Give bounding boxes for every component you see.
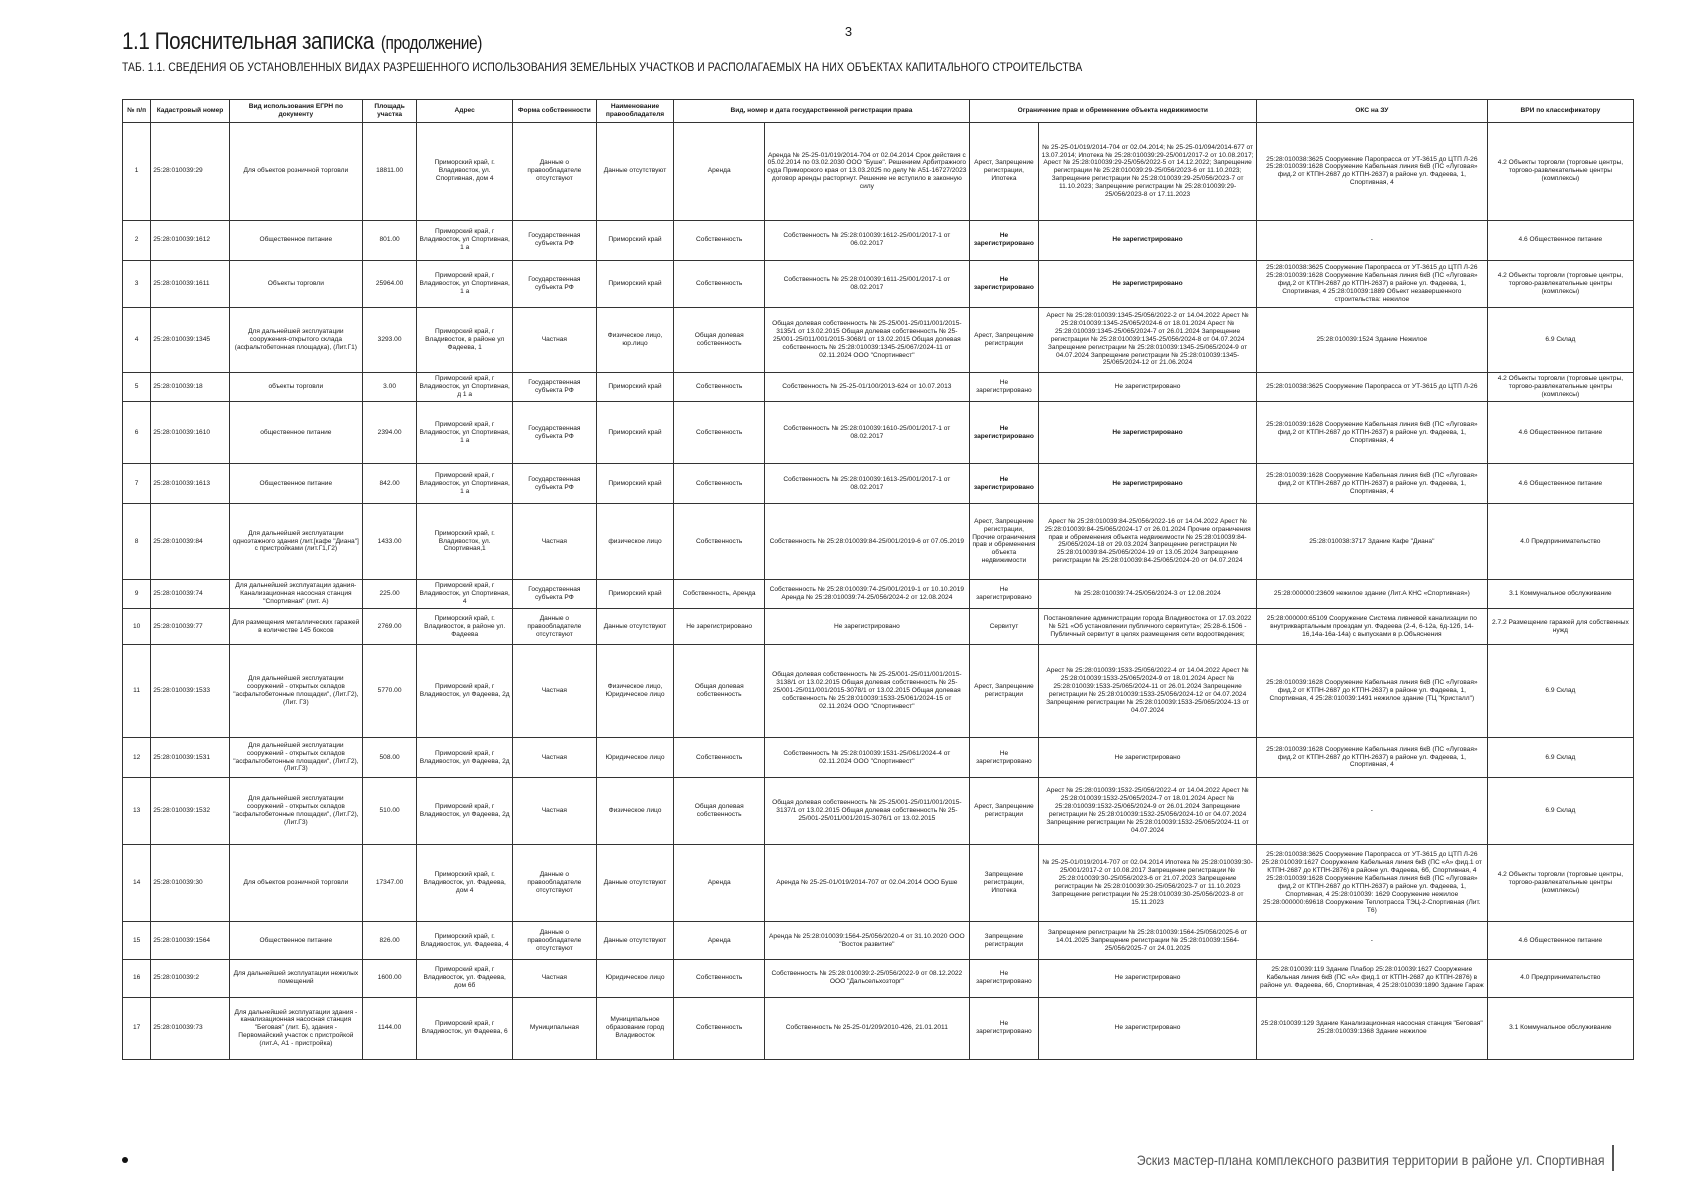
cell-cad: 25:28:010039:1532 — [151, 777, 230, 844]
cell-use: Для дальнейшей эксплуатации здания-Канализационная насосная станция "Спортивная" (лит. А) — [229, 579, 362, 609]
cell-right-type: Собственность — [674, 504, 765, 579]
cell-cad: 25:28:010039:30 — [151, 844, 230, 922]
cell-restr: Не зарегистрировано — [1039, 959, 1257, 997]
cell-vri: 4.6 Общественное питание — [1487, 402, 1633, 464]
title-text: 1.1 Пояснительная записка — [122, 28, 374, 55]
cell-addr: Приморский край, г. Владивосток, ул. Спортивная,1 — [417, 504, 513, 579]
table-row — [123, 997, 1634, 1059]
header-cell: Кадастровый номер — [151, 100, 230, 123]
cell-restr-type: Не зарегистрировано — [969, 372, 1039, 402]
cell-right-type: Собственность, Аренда — [674, 579, 765, 609]
cell-n: 5 — [123, 372, 151, 402]
cell-oks: 25:28:010039:1628 Сооружение Кабельная линия 6кВ (ПС «Луговая» фид.2 от КТПН-2687 до КТПН-2637) в районе ул. Фадеева, 1, Спортивная, 4 — [1256, 464, 1487, 504]
cell-restr-type: Арест, Запрещение регистрации — [969, 644, 1039, 737]
cell-area: 801.00 — [362, 220, 416, 260]
cell-n: 9 — [123, 579, 151, 609]
cell-n: 12 — [123, 738, 151, 778]
header-cell: ОКС на ЗУ — [1256, 100, 1487, 123]
page-title — [122, 28, 482, 56]
cell-form: Государственная субъекта РФ — [513, 464, 597, 504]
footer-caption: Эскиз мастер-плана комплексного развития территории в районе ул. Спортивная — [1137, 1152, 1605, 1168]
cell-restr: Не зарегистрировано — [1039, 402, 1257, 464]
cell-reg: Собственность № 25:28:010039:1531-25/061/2024-4 от 02.11.2024 ООО "Спортинвест" — [765, 738, 970, 778]
cell-cad: 25:28:010039:77 — [151, 609, 230, 645]
cell-restr: Не зарегистрировано — [1039, 738, 1257, 778]
cell-vri: 6.9 Склад — [1487, 777, 1633, 844]
cell-cad: 25:28:010039:1531 — [151, 738, 230, 778]
cell-addr: Приморский край, г Владивосток, ул Спортивная, 4 — [417, 579, 513, 609]
table-row — [123, 372, 1634, 402]
cell-area: 3293.00 — [362, 307, 416, 372]
cell-use: Для дальнейшей эксплуатации сооружений - открытых складов "асфальтобетонные площадки", (Лит.Г2), (Лит. Г3) — [229, 644, 362, 737]
cell-oks: 25:28:000000:65109 Сооружение Система ливневой канализации по внутриквартальным проездам ул. Фадеева (2-4, 6-12а, 6д-12б, 14-16,14а-16а-14а) с выпусками в р.Объяснения — [1256, 609, 1487, 645]
cell-n: 16 — [123, 959, 151, 997]
cell-restr: Арест № 25:28:010039:1532-25/056/2022-4 от 14.04.2022 Арест № 25:28:010039:1532-25/065/2024-7 от 18.01.2024 Арест № 25:28:010039:1532-25/065/2024-9 от 26.01.2024 Запрещение регистрации № 25:28:010039:1532-25/056/2024-10 от 04.07.2024 Запрещение регистрации № 25:28:010039:1532-25/065/2024-11 от 04.07.2024 — [1039, 777, 1257, 844]
table-row — [123, 922, 1634, 960]
cell-area: 1433.00 — [362, 504, 416, 579]
header-cell: Адрес — [417, 100, 513, 123]
table-row — [123, 738, 1634, 778]
header-cell: № п/п — [123, 100, 151, 123]
cell-n: 14 — [123, 844, 151, 922]
table-row — [123, 307, 1634, 372]
cell-vri: 4.2 Объекты торговли (торговые центры, торгово-развлекательные центры (комплексы) — [1487, 260, 1633, 307]
cell-restr-type: Не зарегистрировано — [969, 220, 1039, 260]
cell-area: 5770.00 — [362, 644, 416, 737]
cell-form: Государственная субъекта РФ — [513, 220, 597, 260]
cell-right-type: Собственность — [674, 464, 765, 504]
cell-owner: физическое лицо — [596, 504, 674, 579]
cell-vri: 4.0 Предпринимательство — [1487, 959, 1633, 997]
cell-area: 510.00 — [362, 777, 416, 844]
cell-restr: Не зарегистрировано — [1039, 220, 1257, 260]
cell-vri: 2.7.2 Размещение гаражей для собственных нужд — [1487, 609, 1633, 645]
cell-vri: 4.0 Предпринимательство — [1487, 504, 1633, 579]
cell-reg: Аренда № 25-25-01/019/2014-707 от 02.04.2014 ООО Буше — [765, 844, 970, 922]
cell-cad: 25:28:010039:1613 — [151, 464, 230, 504]
footer-bullet — [122, 1157, 128, 1163]
land-plots-table — [122, 99, 1634, 1060]
cell-addr: Приморский край, г Владивосток, в районе ул Фадеева, 1 — [417, 307, 513, 372]
cell-n: 6 — [123, 402, 151, 464]
cell-n: 8 — [123, 504, 151, 579]
cell-addr: Приморский край, г Владивосток, ул Спортивная, 1 а — [417, 464, 513, 504]
table-header-row — [123, 100, 1634, 123]
cell-oks: - — [1256, 922, 1487, 960]
cell-restr: Не зарегистрировано — [1039, 260, 1257, 307]
cell-restr: Арест № 25:28:010039:84-25/056/2022-16 от 14.04.2022 Арест № 25:28:010039:84-25/065/2024-17 от 26.01.2024 Прочие ограничения прав и обременения объекта недвижимости № 25:28:010039:84-25/065/2024-18 от 29.03.2024 Запрещение регистрации № 25:28:010039:84-25/065/2024-19 от 13.05.2024 Запрещение регистрации № 25:28:010039:84-25/065/2024-20 от 04.07.2024 — [1039, 504, 1257, 579]
cell-area: 842.00 — [362, 464, 416, 504]
cell-addr: Приморский край, г Владивосток, ул Фадеева, 6 — [417, 997, 513, 1059]
cell-reg: Общая долевая собственность № 25-25/001-25/011/001/2015-3138/1 от 13.02.2015 Общая долевая собственность № 25-25/001-25/011/001/2015-3078/1 от 13.02.2015 Общая долевая собственность № 25:28:010039:1533-25/061/2024-15 от 02.11.2024 ООО "Спортинвест" — [765, 644, 970, 737]
table-row — [123, 260, 1634, 307]
table-row — [123, 644, 1634, 737]
cell-owner: Данные отсутствуют — [596, 123, 674, 221]
cell-right-type: Собственность — [674, 997, 765, 1059]
cell-vri: 4.2 Объекты торговли (торговые центры, торгово-развлекательные центры (комплексы) — [1487, 123, 1633, 221]
table-row — [123, 959, 1634, 997]
cell-oks: 25:28:010038:3625 Сооружение Паропрасса от УТ-3615 до ЦТП Л-26 — [1256, 372, 1487, 402]
cell-use: объекты торговли — [229, 372, 362, 402]
cell-addr: Приморский край, г Владивосток, ул Фадеева, 2д — [417, 777, 513, 844]
cell-form: Государственная субъекта РФ — [513, 579, 597, 609]
cell-reg: Аренда № 25-25-01/019/2014-704 от 02.04.2014 Срок действия с 05.02.2014 по 03.02.2030 ООО "Буше". Решением Арбитражного суда Приморского края от 13.03.2025 по делу № А51-16727/2023 договор аренды расторгнут. Решение не вступило в законную силу — [765, 123, 970, 221]
header-cell: Вид использования ЕГРН по документу — [229, 100, 362, 123]
cell-area: 3.00 — [362, 372, 416, 402]
cell-n: 15 — [123, 922, 151, 960]
cell-area: 826.00 — [362, 922, 416, 960]
cell-oks: 25:28:010039:1628 Сооружение Кабельная линия 6кВ (ПС «Луговая» фид.2 от КТПН-2687 до КТПН-2637) в районе ул. Фадеева, 1, Спортивная, 4 — [1256, 402, 1487, 464]
cell-restr-type: Арест, Запрещение регистрации — [969, 307, 1039, 372]
cell-area: 2394.00 — [362, 402, 416, 464]
cell-restr-type: Арест, Запрещение регистрации, Прочие ограничения прав и обременения объекта недвижимости — [969, 504, 1039, 579]
cell-area: 17347.00 — [362, 844, 416, 922]
cell-right-type: Аренда — [674, 844, 765, 922]
cell-addr: Приморский край, г Владивосток, ул Фадеева, 2д — [417, 738, 513, 778]
cell-n: 1 — [123, 123, 151, 221]
cell-restr-type: Не зарегистрировано — [969, 959, 1039, 997]
cell-owner: Данные отсутствуют — [596, 922, 674, 960]
header-cell: Ограничение прав и обременение объекта недвижимости — [969, 100, 1256, 123]
header-cell: Площадь участка — [362, 100, 416, 123]
header-cell: Форма собственности — [513, 100, 597, 123]
cell-area: 225.00 — [362, 579, 416, 609]
cell-right-type: Аренда — [674, 922, 765, 960]
cell-right-type: Общая долевая собственность — [674, 307, 765, 372]
cell-right-type: Аренда — [674, 123, 765, 221]
cell-owner: Муниципальное образование город Владивосток — [596, 997, 674, 1059]
table-row — [123, 504, 1634, 579]
cell-cad: 25:28:010039:73 — [151, 997, 230, 1059]
cell-use: Для размещения металлических гаражей в количестве 145 боксов — [229, 609, 362, 645]
cell-restr: № 25:28:010039:74-25/056/2024-3 от 12.08.2024 — [1039, 579, 1257, 609]
cell-reg: Собственность № 25:28:010039:84-25/001/2019-6 от 07.05.2019 — [765, 504, 970, 579]
cell-oks: 25:28:010039:1628 Сооружение Кабельная линия 6кВ (ПС «Луговая» фид.2 от КТПН-2687 до КТПН-2637) в районе ул. Фадеева, 1, Спортивная, 4 — [1256, 738, 1487, 778]
table-row — [123, 777, 1634, 844]
cell-use: Для объектов розничной торговли — [229, 123, 362, 221]
cell-n: 11 — [123, 644, 151, 737]
cell-right-type: Собственность — [674, 959, 765, 997]
cell-area: 508.00 — [362, 738, 416, 778]
cell-form: Частная — [513, 738, 597, 778]
cell-restr: Арест № 25:28:010039:1345-25/056/2022-2 от 14.04.2022 Арест № 25:28:010039:1345-25/065/2024-6 от 18.01.2024 Арест № 25:28:010039:1345-25/065/2024-7 от 26.01.2024 Запрещение регистрации № 25:28:010039:1345-25/056/2024-8 от 04.07.2024 Запрещение регистрации № 25:28:010039:1345-25/065/2024-9 от 04.07.2024 Запрещение регистрации № 25:28:010039:1345-25/065/2024-12 от 21.06.2024 — [1039, 307, 1257, 372]
cell-right-type: Собственность — [674, 220, 765, 260]
table-row — [123, 123, 1634, 221]
cell-right-type: Не зарегистрировано — [674, 609, 765, 645]
header-cell: Вид, номер и дата государственной регистрации права — [674, 100, 969, 123]
cell-reg: Не зарегистрировано — [765, 609, 970, 645]
cell-restr: Не зарегистрировано — [1039, 997, 1257, 1059]
cell-owner: Юридическое лицо — [596, 959, 674, 997]
cell-form: Частная — [513, 644, 597, 737]
cell-right-type: Собственность — [674, 260, 765, 307]
cell-vri: 6.9 Склад — [1487, 307, 1633, 372]
cell-form: Муниципальная — [513, 997, 597, 1059]
cell-form: Данные о правообладателе отсутствуют — [513, 609, 597, 645]
cell-oks: 25:28:010039:119 Здание Плабор 25:28:010039:1627 Сооружение Кабельная линия 6кВ (ПС «А» фид.1 от КТПН-2687 до КТПН-2876) в районе ул. Фадеева, 6б, Спортивная, 4 25:28:010039:1890 Здание Гараж — [1256, 959, 1487, 997]
table-row — [123, 844, 1634, 922]
cell-vri: 3.1 Коммунальное обслуживание — [1487, 997, 1633, 1059]
cell-use: Для дальнейшей эксплуатации сооружений - открытых складов "асфальтобетонные площадки", (Лит.Г2), (Лит.Г3) — [229, 738, 362, 778]
cell-right-type: Общая долевая собственность — [674, 644, 765, 737]
cell-addr: Приморский край, г. Владивосток, ул. Фадеева, дом 4 — [417, 844, 513, 922]
cell-oks: 25:28:010038:3717 Здание Кафе "Диана" — [1256, 504, 1487, 579]
cell-form: Частная — [513, 959, 597, 997]
cell-use: Общественное питание — [229, 220, 362, 260]
cell-restr: Не зарегистрировано — [1039, 464, 1257, 504]
cell-cad: 25:28:010039:29 — [151, 123, 230, 221]
cell-area: 2769.00 — [362, 609, 416, 645]
page-number: 3 — [844, 24, 853, 39]
cell-vri: 6.9 Склад — [1487, 644, 1633, 737]
cell-form: Государственная субъекта РФ — [513, 260, 597, 307]
cell-restr-type: Не зарегистрировано — [969, 738, 1039, 778]
cell-vri: 3.1 Коммунальное обслуживание — [1487, 579, 1633, 609]
cell-vri: 4.2 Объекты торговли (торговые центры, торгово-развлекательные центры (комплексы) — [1487, 844, 1633, 922]
cell-use: Общественное питание — [229, 464, 362, 504]
cell-form: Данные о правообладателе отсутствуют — [513, 123, 597, 221]
cell-use: Для дальнейшей эксплуатации одноэтажного здания (лит.[кафе "Диана"] с пристройками (лит.Г1,Г2) — [229, 504, 362, 579]
cell-owner: Приморский край — [596, 372, 674, 402]
cell-owner: Приморский край — [596, 220, 674, 260]
cell-oks: 25:28:010038:3625 Сооружение Паропрасса от УТ-3615 до ЦТП Л-26 25:28:010039:1627 Сооружение Кабельная линия 6кВ (ПС «А» фид.1 от КТПН-2687 до КТПН-2876) в районе ул. Фадеева, 6б, Спортивная, 4 25:28:010039:1628 Сооружение Кабельная линия 6кВ (ПС «Луговая» фид.2 от КТПН-2687 до КТПН-2637) в районе ул. Фадеева, 1, Спортивная, 4 25:28:010039: 1629 Сооружение нежилое 25:28:000000:69618 Сооружение Теплотрасса ТЭЦ-2-Спортивная (Лит. Т6) — [1256, 844, 1487, 922]
title-suffix: (продолжение) — [380, 33, 482, 53]
cell-cad: 25:28:010039:18 — [151, 372, 230, 402]
cell-owner: Приморский край — [596, 464, 674, 504]
cell-owner: Приморский край — [596, 260, 674, 307]
cell-form: Данные о правообладателе отсутствуют — [513, 844, 597, 922]
cell-addr: Приморский край, г. Владивосток, ул. Фадеева, 4 — [417, 922, 513, 960]
cell-cad: 25:28:010039:1610 — [151, 402, 230, 464]
cell-reg: Собственность № 25:28:010039:1611-25/001/2017-1 от 08.02.2017 — [765, 260, 970, 307]
table-row — [123, 402, 1634, 464]
cell-restr-type: Не зарегистрировано — [969, 260, 1039, 307]
cell-reg: Общая долевая собственность № 25-25/001-25/011/001/2015-3135/1 от 13.02.2015 Общая долевая собственность № 25-25/001-25/011/001/2015-3068/1 от 13.02.2015 Общая долевая собственность № 25:28:010039:1345-25/067/2024-11 от 02.11.2024 ООО "Спортинвест" — [765, 307, 970, 372]
cell-restr-type: Арест, Запрещение регистрации, Ипотека — [969, 123, 1039, 221]
cell-use: Для дальнейшей эксплуатации здания - канализационная насосная станция "Беговая" (лит. Б), здания - Первомайский участок с пристройкой (лит.А, А1 - пристройка) — [229, 997, 362, 1059]
cell-area: 25964.00 — [362, 260, 416, 307]
cell-reg: Собственность № 25:28:010039:1613-25/001/2017-1 от 08.02.2017 — [765, 464, 970, 504]
cell-addr: Приморский край, г. Владивосток, ул. Спортивная, дом 4 — [417, 123, 513, 221]
cell-restr-type: Запрещение регистрации — [969, 922, 1039, 960]
cell-n: 17 — [123, 997, 151, 1059]
cell-restr-type: Не зарегистрировано — [969, 579, 1039, 609]
cell-right-type: Собственность — [674, 372, 765, 402]
cell-restr: Арест № 25:28:010039:1533-25/056/2022-4 от 14.04.2022 Арест № 25:28:010039:1533-25/065/2024-9 от 18.01.2024 Арест № 25:28:010039:1533-25/065/2024-11 от 26.01.2024 Запрещение регистрации № 25:28:010039:1533-25/056/2024-12 от 04.07.2024 Запрещение регистрации № 25:28:010039:1533-25/065/2024-13 от 04.07.2024 — [1039, 644, 1257, 737]
cell-reg: Аренда № 25:28:010039:1564-25/056/2020-4 от 31.10.2020 ООО "Восток развитие" — [765, 922, 970, 960]
cell-owner: Физическое лицо, Юридическое лицо — [596, 644, 674, 737]
cell-reg: Общая долевая собственность № 25-25/001-25/011/001/2015-3137/1 от 13.02.2015 Общая долевая собственность № 25-25/001-25/011/001/2015-3076/1 от 13.02.2015 — [765, 777, 970, 844]
cell-oks: 25:28:010039:1524 Здание Нежилое — [1256, 307, 1487, 372]
cell-form: Частная — [513, 504, 597, 579]
cell-restr-type: Не зарегистрировано — [969, 997, 1039, 1059]
cell-cad: 25:28:010039:1612 — [151, 220, 230, 260]
cell-reg: Собственность № 25-25-01/100/2013-624 от 10.07.2013 — [765, 372, 970, 402]
cell-n: 2 — [123, 220, 151, 260]
cell-n: 13 — [123, 777, 151, 844]
cell-restr: № 25-25-01/019/2014-704 от 02.04.2014; № 25-25-01/094/2014-677 от 13.07.2014; Ипотека № 25:28:010039:29-25/001/2017-2 от 10.08.2017; Арест № 25:28:010039:29-25/056/2022-5 от 14.12.2022; Запрещение регистрации № 25:28:010039:29-25/056/2023-6 от 11.10.2023; Запрещение регистрации № 25:28:010039:29-25/056/2023-7 от 11.10.2023; Запрещение регистрации № 25:28:010039:29-25/056/2023-8 от 17.11.2023 — [1039, 123, 1257, 221]
cell-right-type: Общая долевая собственность — [674, 777, 765, 844]
cell-owner: Приморский край — [596, 402, 674, 464]
cell-vri: 4.6 Общественное питание — [1487, 922, 1633, 960]
footer-divider — [1612, 1145, 1614, 1171]
cell-n: 7 — [123, 464, 151, 504]
cell-cad: 25:28:010039:1564 — [151, 922, 230, 960]
cell-right-type: Собственность — [674, 738, 765, 778]
cell-cad: 25:28:010039:1345 — [151, 307, 230, 372]
cell-restr-type: Сервитут — [969, 609, 1039, 645]
table-row — [123, 220, 1634, 260]
cell-owner: Данные отсутствуют — [596, 844, 674, 922]
cell-n: 3 — [123, 260, 151, 307]
cell-restr-type: Не зарегистрировано — [969, 464, 1039, 504]
cell-use: Для объектов розничной торговли — [229, 844, 362, 922]
cell-use: Для дальнейшей эксплуатации сооружения-открытого склада (асфальтобетонная площадка), (Лит.Г1) — [229, 307, 362, 372]
table-row — [123, 579, 1634, 609]
cell-addr: Приморский край, г Владивосток, ул. Фадеева, дом 6б — [417, 959, 513, 997]
cell-oks: 25:28:010039:1628 Сооружение Кабельная линия 6кВ (ПС «Луговая» фид.2 от КТПН-2687 до КТПН-2637) в районе ул. Фадеева, 1, Спортивная, 4 25:28:010039:1491 нежилое здание (ТЦ "Кристалл") — [1256, 644, 1487, 737]
cell-vri: 4.2 Объекты торговли (торговые центры, торгово-развлекательные центры (комплексы) — [1487, 372, 1633, 402]
cell-addr: Приморский край, г Владивосток, ул Спортивная, д 1 а — [417, 372, 513, 402]
cell-vri: 4.6 Общественное питание — [1487, 464, 1633, 504]
cell-form: Частная — [513, 777, 597, 844]
cell-restr: Постановление администрации города Владивостока от 17.03.2022 № 521 «Об установлении публичного сервитута»; 25:28-6.1506 - Публичный сервитут в целях размещения сети водоотведения; — [1039, 609, 1257, 645]
cell-reg: Собственность № 25:28:010039:1610-25/001/2017-1 от 08.02.2017 — [765, 402, 970, 464]
cell-form: Государственная субъекта РФ — [513, 402, 597, 464]
cell-use: Объекты торговли — [229, 260, 362, 307]
cell-area: 1144.00 — [362, 997, 416, 1059]
cell-reg: Собственность № 25:28:010039:2-25/056/2022-9 от 08.12.2022 ООО "Дальсельхозторг" — [765, 959, 970, 997]
cell-area: 18811.00 — [362, 123, 416, 221]
table-row — [123, 464, 1634, 504]
cell-owner: Физическое лицо — [596, 777, 674, 844]
cell-cad: 25:28:010039:84 — [151, 504, 230, 579]
cell-owner: Физическое лицо, юр.лицо — [596, 307, 674, 372]
cell-reg: Собственность № 25:28:010039:74-25/001/2019-1 от 10.10.2019 Аренда № 25:28:010039:74-25/056/2024-2 от 12.08.2024 — [765, 579, 970, 609]
cell-vri: 4.6 Общественное питание — [1487, 220, 1633, 260]
cell-use: общественное питание — [229, 402, 362, 464]
cell-use: Для дальнейшей эксплуатации нежилых помещений — [229, 959, 362, 997]
cell-oks: 25:28:000000:23609 нежилое здание (Лит.А КНС «Спортивная») — [1256, 579, 1487, 609]
cell-restr: Запрещение регистрации № 25:28:010039:1564-25/056/2025-6 от 14.01.2025 Запрещение регистрации № 25:28:010039:1564-25/056/2025-7 от 24.01.2025 — [1039, 922, 1257, 960]
cell-addr: Приморский край, г Владивосток, ул Спортивная, 1 а — [417, 260, 513, 307]
cell-oks: 25:28:010038:3625 Сооружение Паропрасса от УТ-3615 до ЦТП Л-26 25:28:010039:1628 Сооружение Кабельная линия 6кВ (ПС «Луговая» фид.2 от КТПН-2687 до КТПН-2637) в районе ул. Фадеева, 1, Спортивная, 4 — [1256, 123, 1487, 221]
cell-area: 1600.00 — [362, 959, 416, 997]
cell-reg: Собственность № 25-25-01/209/2010-426, 21.01.2011 — [765, 997, 970, 1059]
cell-n: 4 — [123, 307, 151, 372]
cell-restr-type: Не зарегистрировано — [969, 402, 1039, 464]
cell-form: Частная — [513, 307, 597, 372]
cell-vri: 6.9 Склад — [1487, 738, 1633, 778]
cell-addr: Приморский край, г Владивосток, ул Спортивная, 1 а — [417, 402, 513, 464]
cell-cad: 25:28:010039:1611 — [151, 260, 230, 307]
cell-reg: Собственность № 25:28:010039:1612-25/001/2017-1 от 06.02.2017 — [765, 220, 970, 260]
cell-oks: - — [1256, 777, 1487, 844]
cell-addr: Приморский край, г Владивосток, ул Спортивная, 1 а — [417, 220, 513, 260]
cell-form: Государственная субъекта РФ — [513, 372, 597, 402]
cell-restr-type: Запрещение регистрации, Ипотека — [969, 844, 1039, 922]
cell-owner: Приморский край — [596, 579, 674, 609]
cell-addr: Приморский край, г. Владивосток, в районе ул. Фадеева — [417, 609, 513, 645]
cell-cad: 25:28:010039:74 — [151, 579, 230, 609]
table-row — [123, 609, 1634, 645]
cell-use: Для дальнейшей эксплуатации сооружений - открытых складов "асфальтобетонные площадки", (Лит.Г2), (Лит.Г3) — [229, 777, 362, 844]
cell-oks: 25:28:010038:3625 Сооружение Паропрасса от УТ-3615 до ЦТП Л-26 25:28:010039:1628 Сооружение Кабельная линия 6кВ (ПС «Луговая» фид.2 от КТПН-2687 до КТПН-2637) в районе ул. Фадеева, 1, Спортивная, 4 25:28:010039:1889 Объект незавершенного строительства: нежилое — [1256, 260, 1487, 307]
cell-owner: Данные отсутствуют — [596, 609, 674, 645]
cell-form: Данные о правообладателе отсутствуют — [513, 922, 597, 960]
cell-right-type: Собственность — [674, 402, 765, 464]
table-caption: ТАБ. 1.1. СВЕДЕНИЯ ОБ УСТАНОВЛЕННЫХ ВИДАХ РАЗРЕШЕННОГО ИСПОЛЬЗОВАНИЯ ЗЕМЕЛЬНЫХ УЧАСТКОВ И РАСПОЛАГАЕМЫХ НА НИХ ОБЪЕКТАХ КАПИТАЛЬНОГО СТРОИТЕЛЬСТВА — [122, 60, 1083, 74]
header-cell: Наименование правообладателя — [596, 100, 674, 123]
cell-use: Общественное питание — [229, 922, 362, 960]
cell-restr: Не зарегистрировано — [1039, 372, 1257, 402]
cell-n: 10 — [123, 609, 151, 645]
cell-cad: 25:28:010039:2 — [151, 959, 230, 997]
table-body — [123, 123, 1634, 1060]
cell-cad: 25:28:010039:1533 — [151, 644, 230, 737]
cell-restr-type: Арест, Запрещение регистрации — [969, 777, 1039, 844]
cell-addr: Приморский край, г Владивосток, ул Фадеева, 2д — [417, 644, 513, 737]
header-cell: ВРИ по классификатору — [1487, 100, 1633, 123]
cell-oks: - — [1256, 220, 1487, 260]
cell-restr: № 25-25-01/019/2014-707 от 02.04.2014 Ипотека № 25:28:010039:30-25/001/2017-2 от 10.08.2017 Запрещение регистрации № 25:28:010039:30-25/056/2023-6 от 21.07.2023 Запрещение регистрации № 25:28:010039:30-25/056/2023-7 от 11.10.2023 Запрещение регистрации № 25:28:010039:30-25/056/2023-8 от 15.11.2023 — [1039, 844, 1257, 922]
cell-oks: 25:28:010039:129 Здание Канализационная насосная станция "Беговая" 25:28:010039:1368 Здание нежилое — [1256, 997, 1487, 1059]
cell-owner: Юридическое лицо — [596, 738, 674, 778]
